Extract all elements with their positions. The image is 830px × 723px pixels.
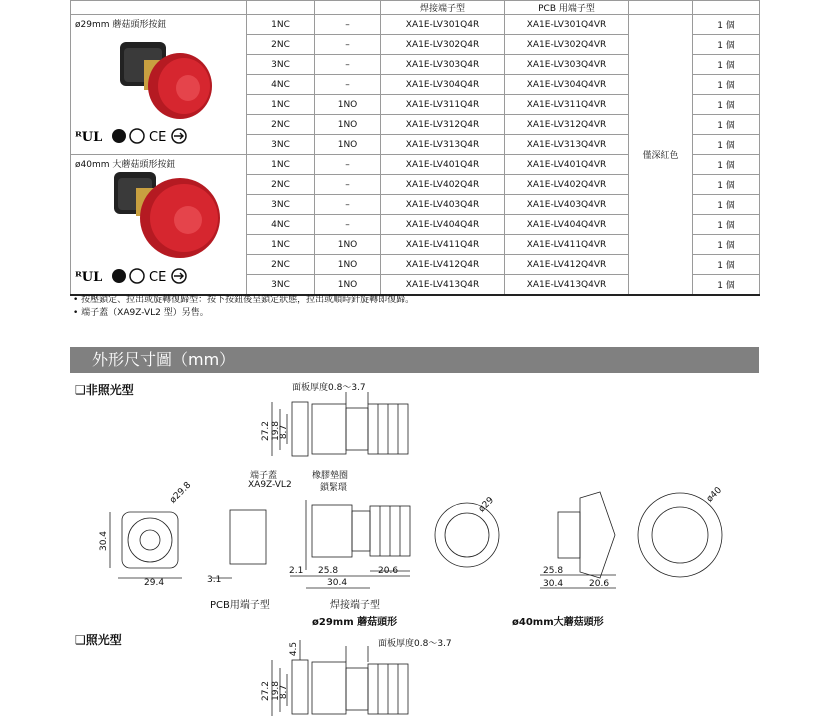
cell-nc: 3NC	[247, 135, 315, 155]
cell-no: –	[315, 155, 381, 175]
cell-nc: 3NC	[247, 55, 315, 75]
cell-nc: 1NC	[247, 235, 315, 255]
cell-solder: XA1E-LV403Q4R	[381, 195, 505, 215]
illum-dim-19-8: 19.8	[271, 680, 282, 702]
cell-nc: 2NC	[247, 35, 315, 55]
cell-pcb: XA1E-LV401Q4VR	[505, 155, 629, 175]
cell-no: –	[315, 35, 381, 55]
lock-ring-label: 鎖緊環	[320, 483, 348, 493]
illum-dim-4-5: 4.5	[289, 641, 300, 657]
color-cell: 僅深紅色	[629, 15, 693, 296]
cell-nc: 3NC	[247, 195, 315, 215]
dim-phi29: ø29	[476, 495, 497, 515]
caption-40mm: ø40mm大蘑菇頭形	[512, 617, 604, 628]
dim-8-7: 8.7	[279, 424, 290, 440]
dim-3-1: 3.1	[207, 575, 222, 585]
panel-thickness-label: 面板厚度0.8～3.7	[292, 383, 366, 393]
cell-nc: 3NC	[247, 275, 315, 296]
dim-25-8b: 25.8	[543, 566, 564, 576]
cell-pcb: XA1E-LV412Q4VR	[505, 255, 629, 275]
cell-pcb: XA1E-LV411Q4VR	[505, 235, 629, 255]
cell-solder: XA1E-LV312Q4R	[381, 115, 505, 135]
cell-solder: XA1E-LV402Q4R	[381, 175, 505, 195]
ce-icon: CE	[149, 130, 167, 144]
dim-30-4b: 30.4	[327, 578, 348, 588]
dim-19-8: 19.8	[271, 420, 282, 442]
cell-nc: 1NC	[247, 15, 315, 35]
cell-pcb: XA1E-LV403Q4VR	[505, 195, 629, 215]
dim-phi29-8: ø29.8	[168, 480, 194, 506]
dim-25-8: 25.8	[318, 566, 339, 576]
cell-no: 1NO	[315, 95, 381, 115]
cell-nc: 4NC	[247, 75, 315, 95]
terminal-cover-label: 端子蓋	[250, 471, 278, 481]
dim-20-6: 20.6	[378, 566, 399, 576]
cell-nc: 4NC	[247, 215, 315, 235]
header-cell: PCB 用端子型	[505, 1, 629, 15]
dim-20-6b: 20.6	[589, 579, 610, 589]
illuminated-heading: ❑照光型	[75, 633, 122, 647]
cell-no: –	[315, 75, 381, 95]
dim-29-4: 29.4	[144, 578, 165, 588]
ul-icon: ᴿUL	[75, 270, 103, 284]
terminal-cover-model: XA9Z-VL2	[248, 480, 292, 490]
caption-pcb: PCB用端子型	[210, 600, 270, 611]
header-cell: 焊接端子型	[381, 1, 505, 15]
product-name: ø29mm 蘑菇頭形按鈕	[75, 20, 167, 30]
cell-qty: 1 個	[693, 175, 760, 195]
cell-pcb: XA1E-LV313Q4VR	[505, 135, 629, 155]
cell-solder: XA1E-LV302Q4R	[381, 35, 505, 55]
cell-qty: 1 個	[693, 95, 760, 115]
cell-qty: 1 個	[693, 135, 760, 155]
caption-29mm: ø29mm 蘑菇頭形	[312, 617, 398, 628]
rubber-gasket-label: 橡膠墊圈	[312, 471, 349, 481]
cell-qty: 1 個	[693, 35, 760, 55]
product-name: ø40mm 大蘑菇頭形按鈕	[75, 160, 176, 170]
cell-qty: 1 個	[693, 155, 760, 175]
cell-solder: XA1E-LV401Q4R	[381, 155, 505, 175]
cell-solder: XA1E-LV413Q4R	[381, 275, 505, 296]
cell-no: 1NO	[315, 115, 381, 135]
cell-no: –	[315, 195, 381, 215]
illum-dim-27-2: 27.2	[261, 680, 272, 702]
illum-panel-thickness: 面板厚度0.8～3.7	[378, 639, 452, 649]
cell-pcb: XA1E-LV303Q4VR	[505, 55, 629, 75]
cell-solder: XA1E-LV304Q4R	[381, 75, 505, 95]
cell-no: 1NO	[315, 255, 381, 275]
cell-solder: XA1E-LV412Q4R	[381, 255, 505, 275]
cell-qty: 1 個	[693, 215, 760, 235]
cell-qty: 1 個	[693, 255, 760, 275]
cell-qty: 1 個	[693, 235, 760, 255]
dim-2-1: 2.1	[289, 566, 304, 576]
cell-nc: 1NC	[247, 95, 315, 115]
note-1: • 按壓鎖定、拉出或旋轉復歸型：按下按鈕後呈鎖定狀態，拉出或順時針旋轉即復歸。	[73, 295, 415, 305]
ce-icon: CE	[149, 270, 167, 284]
cell-nc: 1NC	[247, 155, 315, 175]
cell-pcb: XA1E-LV413Q4VR	[505, 275, 629, 296]
cell-nc: 2NC	[247, 255, 315, 275]
cell-nc: 2NC	[247, 115, 315, 135]
ul-icon: ᴿUL	[75, 130, 103, 144]
cell-solder: XA1E-LV313Q4R	[381, 135, 505, 155]
cell-solder: XA1E-LV411Q4R	[381, 235, 505, 255]
cell-no: 1NO	[315, 135, 381, 155]
cell-pcb: XA1E-LV301Q4VR	[505, 15, 629, 35]
cell-qty: 1 個	[693, 55, 760, 75]
cell-pcb: XA1E-LV302Q4VR	[505, 35, 629, 55]
cell-solder: XA1E-LV311Q4R	[381, 95, 505, 115]
illum-dim-8-7: 8.7	[279, 684, 290, 700]
cell-no: –	[315, 55, 381, 75]
cell-solder: XA1E-LV303Q4R	[381, 55, 505, 75]
cell-no: –	[315, 175, 381, 195]
cell-pcb: XA1E-LV311Q4VR	[505, 95, 629, 115]
cell-no: –	[315, 15, 381, 35]
section-title: 外形尺寸圖（mm）	[92, 350, 236, 369]
cell-pcb: XA1E-LV402Q4VR	[505, 175, 629, 195]
cell-no: –	[315, 215, 381, 235]
cell-nc: 2NC	[247, 175, 315, 195]
dim-phi40: ø40	[704, 485, 725, 505]
cell-no: 1NO	[315, 235, 381, 255]
cell-qty: 1 個	[693, 195, 760, 215]
cell-qty: 1 個	[693, 115, 760, 135]
cell-pcb: XA1E-LV304Q4VR	[505, 75, 629, 95]
cell-qty: 1 個	[693, 75, 760, 95]
dim-30-4: 30.4	[99, 530, 110, 552]
cell-pcb: XA1E-LV312Q4VR	[505, 115, 629, 135]
cell-pcb: XA1E-LV404Q4VR	[505, 215, 629, 235]
dim-30-4c: 30.4	[543, 579, 564, 589]
caption-solder: 焊接端子型	[330, 600, 380, 611]
dim-27-2: 27.2	[261, 420, 272, 442]
note-2: • 端子蓋（XA9Z-VL2 型）另售。	[73, 308, 209, 318]
cell-no: 1NO	[315, 275, 381, 296]
cell-qty: 1 個	[693, 15, 760, 35]
cell-qty: 1 個	[693, 275, 760, 296]
cell-solder: XA1E-LV404Q4R	[381, 215, 505, 235]
non-illuminated-heading: ❑非照光型	[75, 383, 134, 397]
cell-solder: XA1E-LV301Q4R	[381, 15, 505, 35]
